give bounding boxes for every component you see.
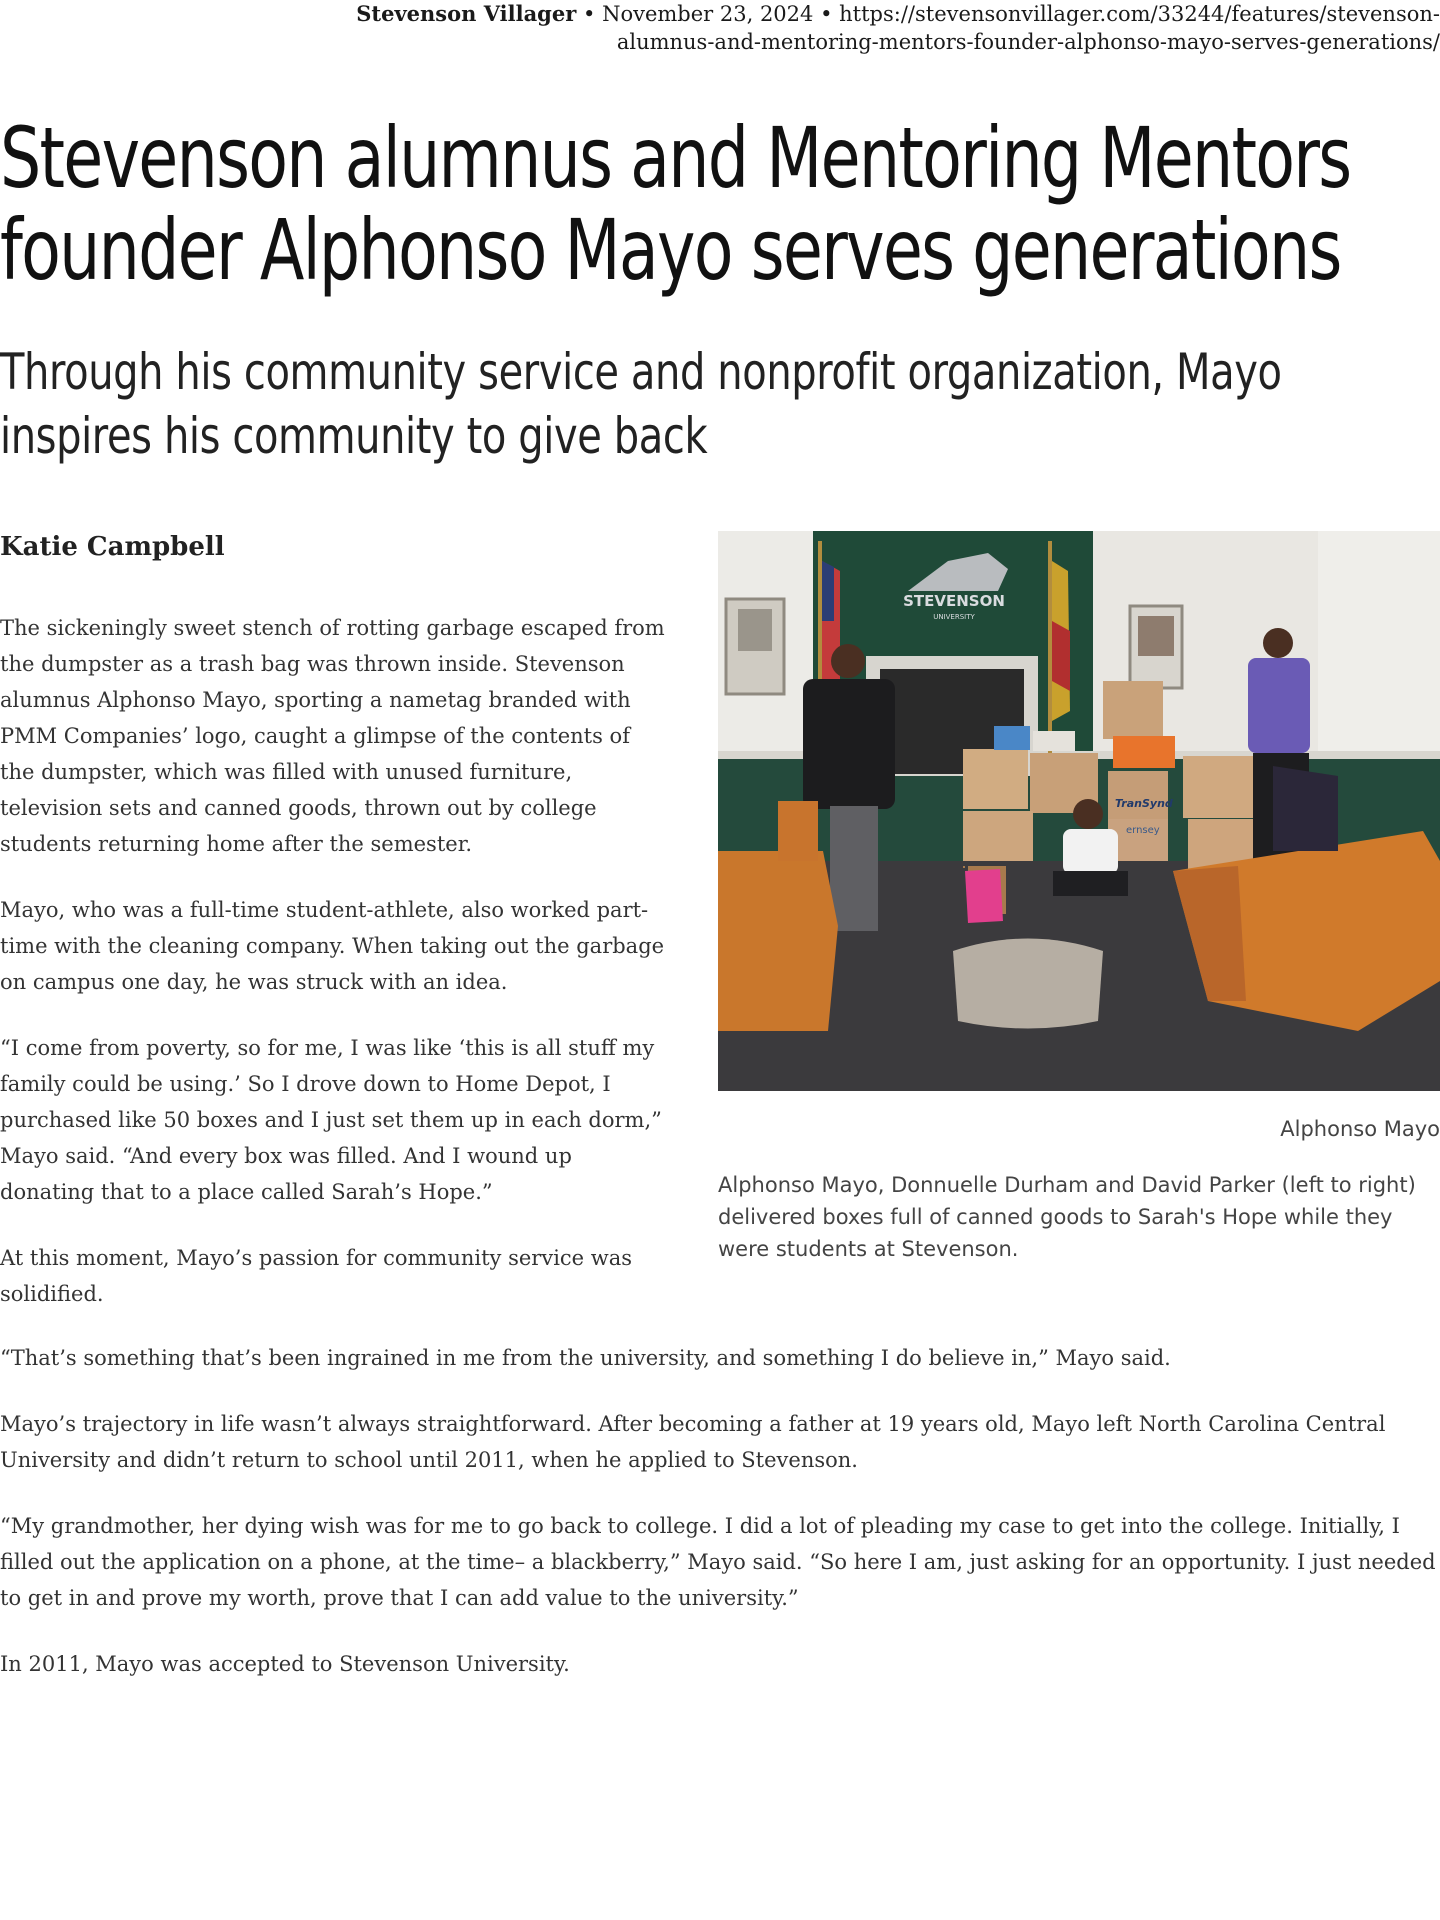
author-byline[interactable]: Katie Campbell	[0, 532, 225, 562]
article-url-part1[interactable]: https://stevensonvillager.com/33244/features/stevenson-	[839, 2, 1440, 26]
article-body-full	[0, 1340, 1440, 1712]
paragraph: In 2011, Mayo was accepted to Stevenson University.	[0, 1652, 570, 1676]
paragraph: At this moment, Mayo’s passion for community service was solidified.	[0, 1246, 633, 1306]
photo-caption: Alphonso Mayo, Donnuelle Durham and David Parker (left to right) delivered boxes full of canned goods to Sarah's Hope while they were students at Stevenson.	[718, 1173, 1416, 1261]
article-body-column	[0, 610, 665, 1342]
box-label-guernsey: ernsey	[1126, 825, 1160, 836]
page-title: Stevenson alumnus and Mentoring Mentors founder Alphonso Mayo serves generations	[0, 109, 1351, 299]
paragraph: “That’s something that’s been ingrained in me from the university, and something I do believe in,” Mayo said.	[0, 1346, 1171, 1370]
paragraph: “I come from poverty, so for me, I was like ‘this is all stuff my family could be using.’ So I drove down to Home Depot, I purchased like 50 boxes and I just set them up in each dorm,” Mayo said. “And every box was filled. And I wound up donating that to a place called Sarah’s Hope.”	[0, 1036, 662, 1204]
sign-text: STEVENSON	[903, 592, 1005, 610]
box-label-transynd: TranSynd	[1115, 797, 1173, 810]
sign-subtext: UNIVERSITY	[933, 613, 975, 621]
paragraph: The sickeningly sweet stench of rotting garbage escaped from the dumpster as a trash bag was thrown inside. Stevenson alumnus Alphonso Mayo, sporting a nametag branded with PMM Companies’ logo, caught a glimpse of the contents of the dumpster, which was filled with unused furniture, television sets and canned goods, thrown out by college students returning home after the semester.	[0, 616, 665, 856]
publish-date: November 23, 2024	[602, 2, 814, 26]
article-url-part2[interactable]: alumnus-and-mentoring-mentors-founder-alphonso-mayo-serves-generations/	[616, 30, 1440, 54]
subheadline: Through his community service and nonprofit organization, Mayo inspires his community to give back	[0, 343, 1282, 465]
article-figure	[718, 531, 1440, 1265]
meta-separator: •	[582, 2, 596, 26]
article-meta	[240, 0, 1440, 56]
paragraph: “My grandmother, her dying wish was for me to go back to college. I did a lot of pleading my case to get into the college. Initially, I filled out the application on a phone, at the time– a blackberry,” Mayo said. “So here I am, just asking for an opportunity. I just needed to get in and prove my worth, prove that I can add value to the university.”	[0, 1514, 1436, 1610]
photo-credit: Alphonso Mayo	[1280, 1117, 1440, 1141]
meta-separator: •	[820, 2, 833, 26]
article-photo[interactable]	[718, 531, 1440, 1091]
paragraph: Mayo’s trajectory in life wasn’t always straightforward. After becoming a father at 19 years old, Mayo left North Carolina Central University and didn’t return to school until 2011, when he applied to Stevenson.	[0, 1412, 1386, 1472]
publication-name[interactable]: Stevenson Villager	[356, 1, 577, 26]
paragraph: Mayo, who was a full-time student-athlete, also worked part-time with the cleaning company. When taking out the garbage on campus one day, he was struck with an idea.	[0, 898, 665, 994]
